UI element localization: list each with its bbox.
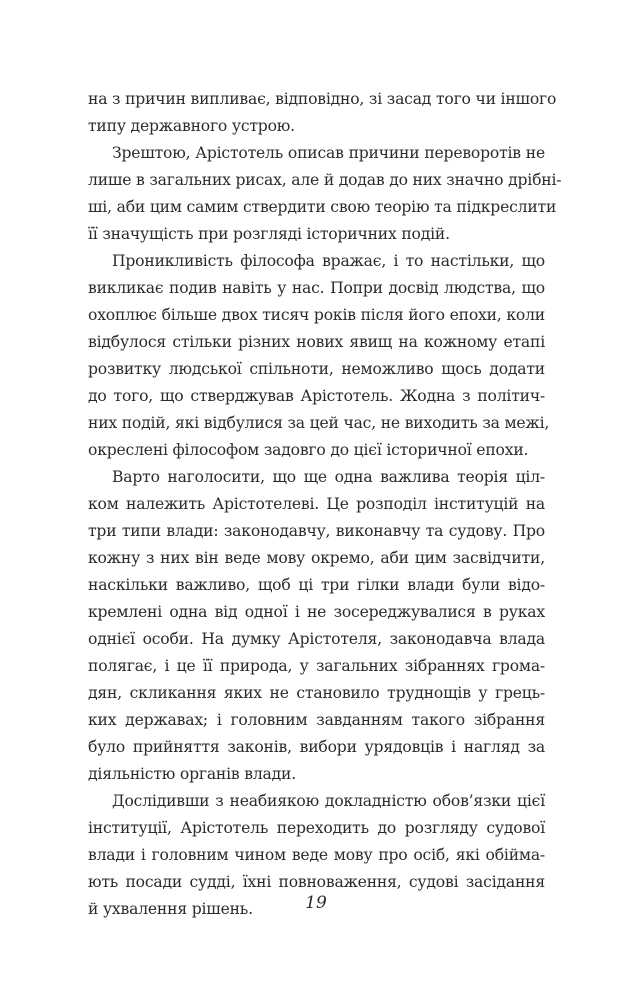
text-line: влади і головним чином веде мову про осіб, які обійма- — [88, 846, 545, 864]
text-line: розвитку людської спільноти, неможливо щось додати — [88, 360, 545, 378]
text-line: ють посади судді, їхні повноваження, судові засідання — [88, 873, 545, 891]
text-line: Дослідивши з неабиякою докладністю обов’язки цієї — [112, 792, 545, 810]
text-line: на з причин випливає, відповідно, зі засад того чи іншого — [88, 90, 557, 108]
text-line: відбулося стільки різних нових явищ на кожному етапі — [88, 333, 545, 351]
text-line: викликає подив навіть у нас. Попри досвід людства, що — [88, 279, 545, 297]
text-line: Варто наголосити, що ще одна важлива теорія ціл- — [112, 468, 545, 486]
text-line: окреслені філософом задовго до цієї історичної епохи. — [88, 441, 529, 459]
text-line: наскільки важливо, щоб ці три гілки влади були відо- — [88, 576, 545, 594]
text-line: й ухвалення рішень. — [88, 900, 253, 918]
text-line: кремлені одна від одної і не зосереджувалися в руках — [88, 603, 545, 621]
text-line: було прийняття законів, вибори урядовців і нагляд за — [88, 738, 545, 756]
text-line: ких державах; і головним завданням такого зібрання — [88, 711, 545, 729]
text-line: типу державного устрою. — [88, 117, 295, 135]
text-line: них подій, які відбулися за цей час, не виходить за межі, — [88, 414, 550, 432]
text-line: діяльністю органів влади. — [88, 765, 296, 783]
body-text — [88, 86, 562, 923]
page-number: 19 — [305, 893, 327, 913]
text-line: кожну з них він веде мову окремо, аби цим засвідчити, — [88, 549, 545, 567]
text-line: її значущість при розгляді історичних подій. — [88, 225, 450, 243]
text-line: Проникливість філософа вражає, і то настільки, що — [112, 252, 545, 270]
text-line: ком належить Арістотелеві. Це розподіл інституцій на — [88, 495, 545, 513]
text-line: ші, аби цим самим ствердити свою теорію та підкреслити — [88, 198, 557, 216]
text-line: Зрештою, Арістотель описав причини переворотів не — [112, 144, 545, 162]
text-line: дян, скликання яких не становило труднощів у грець- — [88, 684, 545, 702]
text-line: полягає, і це її природа, у загальних зібраннях грома- — [88, 657, 545, 675]
text-line: інституції, Арістотель переходить до розгляду судової — [88, 819, 545, 837]
text-line: три типи влади: законодавчу, виконавчу та судову. Про — [88, 522, 545, 540]
text-line: охоплює більше двох тисяч років після його епохи, коли — [88, 306, 545, 324]
text-line: лише в загальних рисах, але й додав до них значно дрібні- — [88, 171, 562, 189]
text-line: однієї особи. На думку Арістотеля, законодавча влада — [88, 630, 545, 648]
text-line: до того, що стверджував Арістотель. Жодна з політич- — [88, 387, 545, 405]
